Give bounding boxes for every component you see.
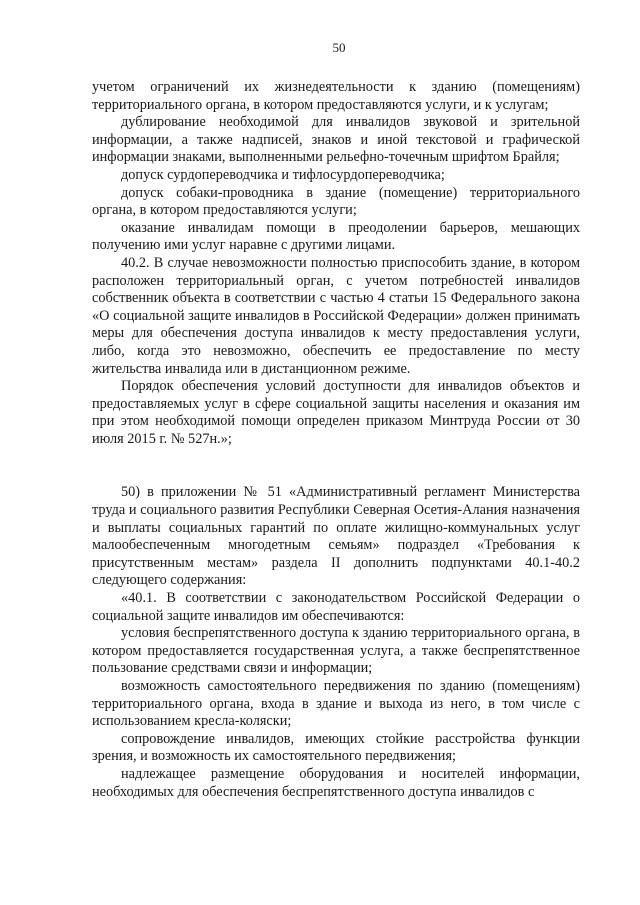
paragraph-guide-dog: допуск собаки-проводника в здание (помещение) территориального органа, в котором предоставляются услуги;: [92, 184, 580, 219]
paragraph-40-2: 40.2. В случае невозможности полностью приспособить здание, в котором расположен территориальный орган, с учетом потребностей инвалидов собственник объекта в соответствии с частью 4 статьи 15 Федерального закона «О социальной защите инвалидов в Российской Федерации» должен принимать меры для обеспечения доступа инвалидов к месту предоставления услуги, либо, когда это невозможно, обеспечить ее предоставление по месту жительства инвалида или в дистанционном режиме.: [92, 254, 580, 377]
paragraph-item-50: 50) в приложении № 51 «Административный регламент Министерства труда и социального развития Республики Северная Осетия-Алания назначения и выплаты социальных гарантий по оплате жилищно-коммунальных услуг малообеспеченным многодетным семьям» подраздел «Требования к присутственным местам» раздела II дополнить подпунктами 40.1-40.2 следующего содержания:: [92, 484, 580, 589]
section-gap: [92, 448, 580, 484]
paragraph-escort: сопровождение инвалидов, имеющих стойкие расстройства функции зрения, и возможность их самостоятельного передвижения;: [92, 730, 580, 765]
paragraph-assistance: оказание инвалидам помощи в преодолении барьеров, мешающих получению ими услуг наравне с другими лицами.: [92, 219, 580, 254]
document-body: [92, 79, 580, 801]
paragraph-braille: дублирование необходимой для инвалидов звуковой и зрительной информации, а также надписей, знаков и иной текстовой и графической информации знаками, выполненными рельефно-точечным шрифтом Брайля;: [92, 114, 580, 166]
page-number: 50: [332, 40, 346, 55]
paragraph-access-conditions: условия беспрепятственного доступа к зданию территориального органа, в котором предоставляется государственная услуга, а также беспрепятственное пользование средствами связи и информации;: [92, 625, 580, 677]
paragraph-procedure: Порядок обеспечения условий доступности для инвалидов объектов и предоставляемых услуг в сфере социальной защиты населения и оказания им при этом необходимой помощи определен приказом Минтруда России от 30 июля 2015 г. № 527н.»;: [92, 378, 580, 447]
paragraph-continuation: учетом ограничений их жизнедеятельности к зданию (помещениям) территориального органа, в котором предоставляются услуги, и к услугам;: [92, 79, 580, 113]
paragraph-equipment: надлежащее размещение оборудования и носителей информации, необходимых для обеспечения беспрепятственного доступа инвалидов с: [92, 765, 580, 800]
paragraph-movement: возможность самостоятельного передвижения по зданию (помещениям) территориального органа, входа в здание и выхода из него, в том числе с использованием кресла-коляски;: [92, 678, 580, 730]
paragraph-40-1: «40.1. В соответствии с законодательством Российской Федерации о социальной защите инвалидов им обеспечиваются:: [92, 590, 580, 624]
paragraph-sign-interpreter: допуск сурдопереводчика и тифлосурдопереводчика;: [121, 166, 445, 183]
